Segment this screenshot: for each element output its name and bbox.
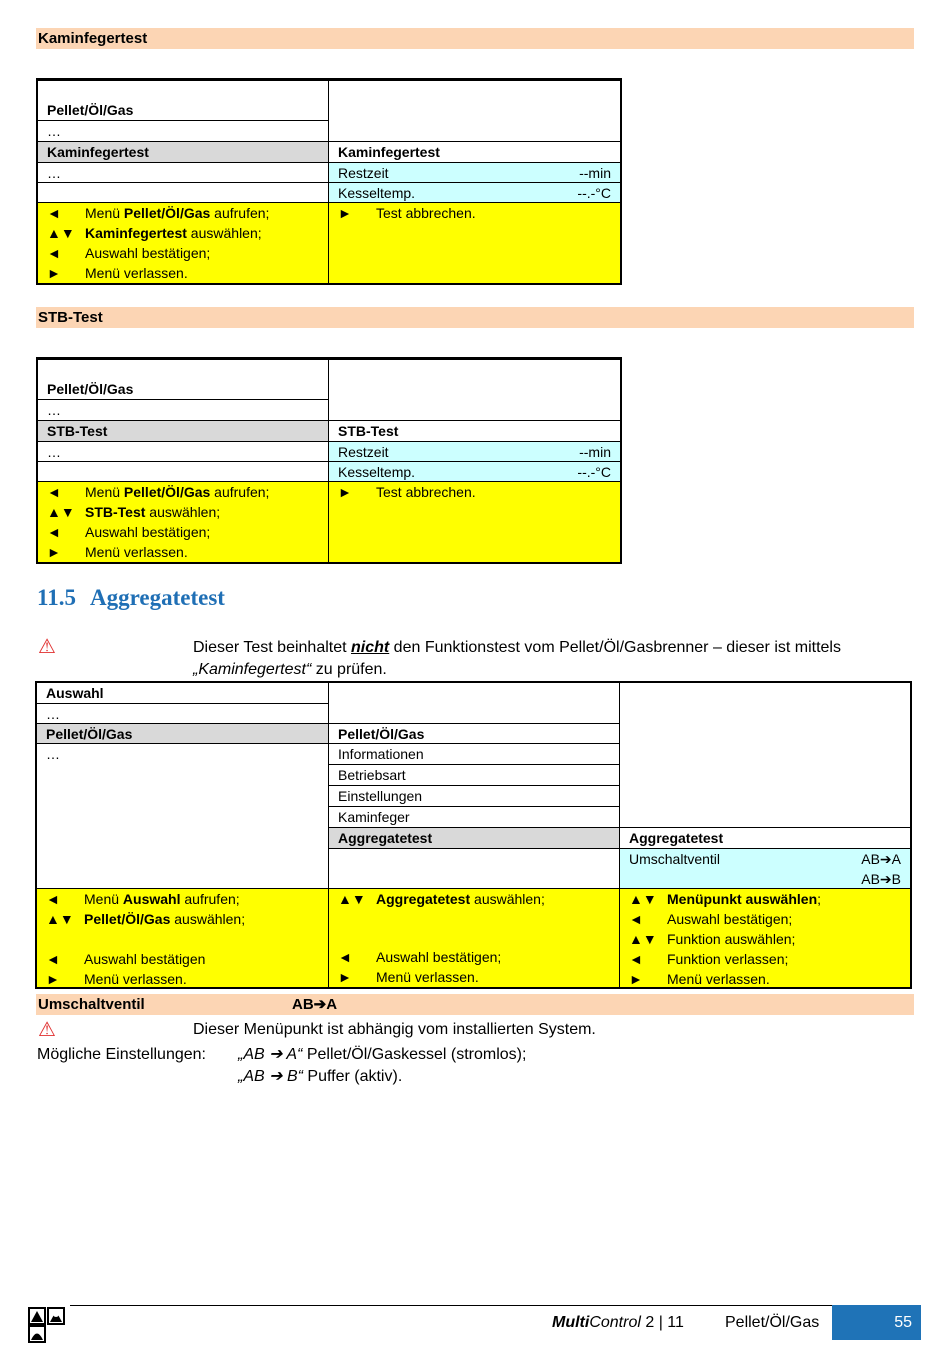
umschaltventil-row bbox=[619, 848, 911, 889]
arrow-icon: ◄ bbox=[46, 891, 60, 907]
option-text: Puffer (aktiv). bbox=[302, 1068, 403, 1085]
row-value: AB➔A bbox=[861, 851, 901, 867]
menu-item: … bbox=[36, 703, 329, 724]
section-bar-kaminfegertest: Kaminfegertest bbox=[36, 28, 914, 49]
menu-item: Pellet/Öl/Gas bbox=[37, 80, 329, 121]
instr-text: Menü bbox=[85, 484, 124, 500]
setting-option bbox=[238, 1066, 402, 1088]
submenu-title: Kaminfegertest bbox=[328, 141, 621, 163]
instructions-left bbox=[37, 202, 329, 284]
note-text bbox=[193, 637, 841, 681]
setting-option bbox=[238, 1044, 526, 1066]
row-label: Restzeit bbox=[338, 165, 389, 181]
instr-text: Auswahl bestätigen; bbox=[376, 949, 502, 965]
param-name: Umschaltventil bbox=[38, 996, 145, 1013]
row-label: Kesseltemp. bbox=[338, 464, 416, 480]
section-bar-stb-test: STB-Test bbox=[36, 307, 914, 328]
instr-text: aufrufen; bbox=[180, 891, 240, 907]
section-title: Aggregatetest bbox=[89, 585, 225, 610]
menu-item: Pellet/Öl/Gas bbox=[37, 359, 329, 400]
arrow-icon: ► bbox=[47, 265, 61, 281]
menu-item-selected: Kaminfegertest bbox=[37, 141, 329, 163]
company-logo bbox=[28, 1307, 66, 1343]
arrow-icon: ◄ bbox=[47, 245, 61, 261]
instr-text: aufrufen; bbox=[210, 484, 270, 500]
instr-text: aufrufen; bbox=[210, 205, 270, 221]
row-value: --.-°C bbox=[577, 185, 611, 201]
note-part: zu prüfen. bbox=[311, 661, 387, 678]
row-value: --min bbox=[579, 444, 611, 460]
menu-item: … bbox=[37, 399, 329, 421]
menu-item: … bbox=[36, 743, 329, 889]
kesseltemp-row bbox=[328, 461, 621, 482]
instructions-col3 bbox=[619, 888, 911, 988]
section-number: 11.5 bbox=[37, 585, 76, 610]
empty-cell bbox=[328, 848, 620, 889]
instr-text: Menü verlassen. bbox=[85, 544, 188, 560]
menu-item: … bbox=[37, 441, 329, 462]
warning-icon: ⚠ bbox=[38, 636, 56, 658]
updown-icon: ▲▼ bbox=[629, 931, 657, 947]
page-number: 55 bbox=[832, 1305, 921, 1340]
instr-text: Auswahl bestätigen; bbox=[85, 245, 211, 261]
warning-icon: ⚠ bbox=[38, 1019, 56, 1041]
instr-text: Menü verlassen. bbox=[667, 971, 770, 987]
row-value: AB➔B bbox=[861, 871, 901, 887]
footer-rule bbox=[70, 1305, 832, 1306]
instr-bold: Aggregatetest bbox=[376, 891, 471, 907]
row-label: Restzeit bbox=[338, 444, 389, 460]
arrow-icon: ◄ bbox=[338, 949, 352, 965]
option-code: „AB ➔ A“ bbox=[238, 1046, 303, 1063]
arrow-icon: ► bbox=[338, 205, 352, 221]
empty-cell bbox=[37, 182, 329, 203]
instr-text: auswählen; bbox=[470, 891, 545, 907]
arrow-icon: ► bbox=[629, 971, 643, 987]
brand-bold: Multi bbox=[552, 1314, 590, 1331]
instr-text: Auswahl bestätigen; bbox=[667, 911, 793, 927]
instr-text: Menü bbox=[84, 891, 123, 907]
instr-text: Menü verlassen. bbox=[376, 969, 479, 985]
submenu-title: Pellet/Öl/Gas bbox=[328, 723, 620, 744]
instr-text: auswählen; bbox=[170, 911, 246, 927]
footer-brand bbox=[552, 1312, 684, 1334]
note-emphasis: nicht bbox=[351, 639, 390, 656]
section-bar-umschaltventil bbox=[36, 994, 914, 1015]
instr-bold: STB-Test bbox=[85, 504, 146, 520]
instr-text: Auswahl bestätigen bbox=[84, 951, 206, 967]
updown-icon: ▲▼ bbox=[46, 911, 74, 927]
note-part: Dieser Test beinhaltet bbox=[193, 639, 352, 656]
menu-item-selected: STB-Test bbox=[37, 420, 329, 442]
note-italic: „Kaminfegertest“ bbox=[193, 661, 312, 678]
instr-bold: Kaminfegertest bbox=[85, 225, 187, 241]
empty-cell bbox=[328, 682, 620, 724]
submenu-title: Aggregatetest bbox=[619, 827, 911, 849]
instr-bold: Pellet/Öl/Gas bbox=[123, 484, 211, 500]
row-label: Umschaltventil bbox=[629, 851, 721, 867]
instr-bold: Auswahl bbox=[122, 891, 181, 907]
submenu-title: STB-Test bbox=[328, 420, 621, 442]
instr-text: Auswahl bestätigen; bbox=[85, 524, 211, 540]
submenu-item: Einstellungen bbox=[328, 785, 620, 807]
arrow-icon: ◄ bbox=[47, 205, 61, 221]
submenu-item: Betriebsart bbox=[328, 764, 620, 786]
instr-text: Menü bbox=[85, 205, 124, 221]
row-value: --.-°C bbox=[577, 464, 611, 480]
arrow-icon: ◄ bbox=[47, 484, 61, 500]
instructions-col1 bbox=[36, 888, 329, 988]
empty-cell bbox=[619, 682, 911, 828]
section-heading bbox=[37, 585, 225, 611]
submenu-item: Kaminfeger bbox=[328, 806, 620, 828]
submenu-item: Informationen bbox=[328, 743, 620, 765]
arrow-icon: ◄ bbox=[629, 911, 643, 927]
arrow-icon: ► bbox=[338, 969, 352, 985]
instr-text: Funktion auswählen; bbox=[667, 931, 796, 947]
option-code: „AB ➔ B“ bbox=[238, 1068, 303, 1085]
arrow-icon: ◄ bbox=[629, 951, 643, 967]
instr-text: Menü verlassen. bbox=[84, 971, 187, 987]
arrow-icon: ◄ bbox=[47, 524, 61, 540]
instr-text: ; bbox=[817, 891, 822, 907]
instructions-col2 bbox=[328, 888, 620, 988]
menu-item: Auswahl bbox=[36, 682, 329, 704]
instr-bold: Pellet/Öl/Gas bbox=[123, 205, 211, 221]
arrow-icon: ► bbox=[47, 544, 61, 560]
instr-bold: Menüpunkt auswählen bbox=[667, 891, 818, 907]
row-value: --min bbox=[579, 165, 611, 181]
updown-icon: ▲▼ bbox=[338, 891, 366, 907]
instr-text: Test abbrechen. bbox=[376, 205, 476, 221]
instructions-right bbox=[328, 481, 621, 563]
instructions-left bbox=[37, 481, 329, 563]
footer-product: Pellet/Öl/Gas bbox=[725, 1314, 820, 1331]
instructions-right bbox=[328, 202, 621, 284]
menu-item: … bbox=[37, 162, 329, 183]
note-part: den Funktionstest vom Pellet/Öl/Gasbrenner – dieser ist mittels bbox=[389, 639, 841, 656]
empty-cell bbox=[328, 359, 621, 421]
arrow-icon: ► bbox=[46, 971, 60, 987]
kesseltemp-row bbox=[328, 182, 621, 203]
instr-text: auswählen; bbox=[186, 225, 262, 241]
brand-rest: Control bbox=[589, 1314, 641, 1331]
menu-item: … bbox=[37, 120, 329, 142]
menu-item-selected: Pellet/Öl/Gas bbox=[36, 723, 329, 744]
umschalt-note: Dieser Menüpunkt ist abhängig vom installierten System. bbox=[193, 1021, 596, 1038]
instr-bold: Pellet/Öl/Gas bbox=[84, 911, 171, 927]
empty-cell bbox=[328, 80, 621, 142]
instr-text: Menü verlassen. bbox=[85, 265, 188, 281]
arrow-icon: ◄ bbox=[46, 951, 60, 967]
footer-version: 2 | 11 bbox=[640, 1314, 684, 1331]
arrow-icon: ► bbox=[338, 484, 352, 500]
empty-cell bbox=[37, 461, 329, 482]
updown-icon: ▲▼ bbox=[629, 891, 657, 907]
option-text: Pellet/Öl/Gaskessel (stromlos); bbox=[302, 1046, 527, 1063]
restzeit-row bbox=[328, 441, 621, 462]
row-label: Kesseltemp. bbox=[338, 185, 416, 201]
instr-text: Test abbrechen. bbox=[376, 484, 476, 500]
updown-icon: ▲▼ bbox=[47, 225, 75, 241]
instr-text: Funktion verlassen; bbox=[667, 951, 789, 967]
restzeit-row bbox=[328, 162, 621, 183]
instr-text: auswählen; bbox=[145, 504, 221, 520]
settings-label: Mögliche Einstellungen: bbox=[37, 1046, 206, 1063]
submenu-item-selected: Aggregatetest bbox=[328, 827, 620, 849]
updown-icon: ▲▼ bbox=[47, 504, 75, 520]
param-default: AB➔A bbox=[292, 996, 338, 1013]
